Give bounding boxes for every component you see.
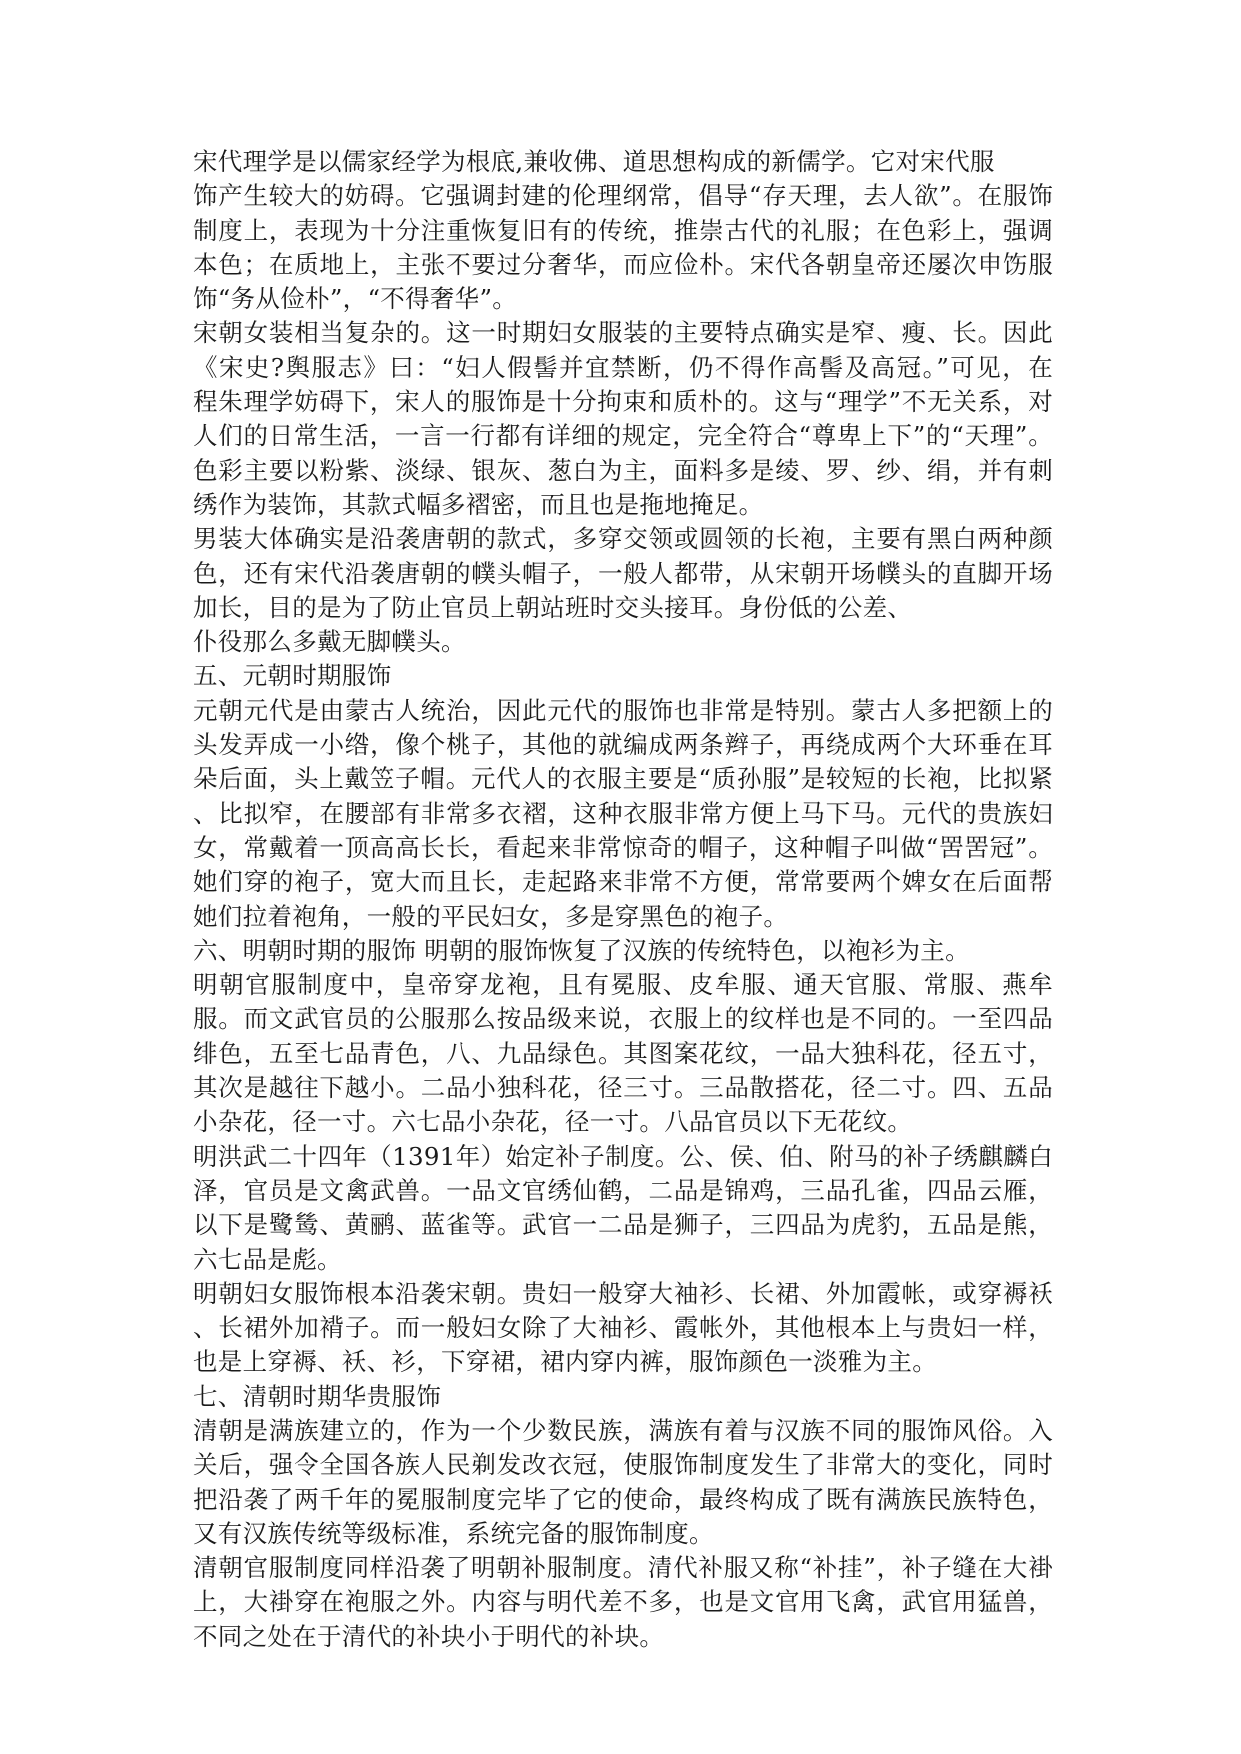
text-line: 程朱理学妨碍下，宋人的服饰是十分拘束和质朴的。这与“理学”不无关系，对 bbox=[193, 387, 1053, 417]
text-line: 清朝是满族建立的，作为一个少数民族，满族有着与汉族不同的服饰风俗。入 bbox=[193, 1415, 1053, 1445]
text-line: 其次是越往下越小。二品小独科花，径三寸。三品散搭花，径二寸。四、五品 bbox=[193, 1073, 1053, 1103]
text-line: 清朝官服制度同样沿袭了明朝补服制度。清代补服又称“补挂”，补子缝在大褂 bbox=[193, 1553, 1053, 1583]
text-line: 元朝元代是由蒙古人统治，因此元代的服饰也非常是特别。蒙古人多把额上的 bbox=[193, 695, 1053, 725]
text-line: 五、元朝时期服饰 bbox=[193, 661, 392, 691]
text-line: 人们的日常生活，一言一行都有详细的规定，完全符合“尊卑上下”的“天理”。 bbox=[193, 421, 1053, 451]
text-line: 本色；在质地上，主张不要过分奢华，而应俭朴。宋代各朝皇帝还屡次申饬服 bbox=[193, 249, 1053, 279]
text-line: 饰产生较大的妨碍。它强调封建的伦理纲常，倡导“存天理，去人欲”。在服饰 bbox=[193, 181, 1053, 211]
text-line: 又有汉族传统等级标准，系统完备的服饰制度。 bbox=[193, 1518, 714, 1548]
text-line: 明朝官服制度中，皇帝穿龙袍，且有冕服、皮牟服、通天官服、常服、燕牟 bbox=[193, 970, 1053, 1000]
text-line: 明朝妇女服饰根本沿袭宋朝。贵妇一般穿大袖衫、长裙、外加霞帐，或穿褥袄 bbox=[193, 1278, 1053, 1308]
text-line: 头发弄成一小绺，像个桃子，其他的就编成两条辫子，再绕成两个大环垂在耳 bbox=[193, 730, 1053, 760]
document-body-text bbox=[193, 145, 1053, 1654]
text-line: 也是上穿褥、袄、衫，下穿裙，裙内穿内裤，服饰颜色一淡雅为主。 bbox=[193, 1347, 937, 1377]
text-line: 色彩主要以粉紫、淡绿、银灰、葱白为主，面料多是绫、罗、纱、绢，并有刺 bbox=[193, 455, 1053, 485]
text-line: 《宋史?舆服志》曰：“妇人假髻并宜禁断，仍不得作高髻及高冠。”可见，在 bbox=[193, 352, 1053, 382]
text-line: 七、清朝时期华贵服饰 bbox=[193, 1381, 441, 1411]
text-line: 朵后面，头上戴笠子帽。元代人的衣服主要是“质孙服”是较短的长袍，比拟紧 bbox=[193, 764, 1053, 794]
text-line: 色，还有宋代沿袭唐朝的幞头帽子，一般人都带，从宋朝开场幞头的直脚开场 bbox=[193, 558, 1053, 588]
text-line: 把沿袭了两千年的冕服制度完毕了它的使命，最终构成了既有满族民族特色， bbox=[193, 1484, 1053, 1514]
text-line: 泽，官员是文禽武兽。一品文官绣仙鹤，二品是锦鸡，三品孔雀，四品云雁， bbox=[193, 1175, 1053, 1205]
text-line: 女，常戴着一顶高高长长，看起来非常惊奇的帽子，这种帽子叫做“罟罟冠”。 bbox=[193, 832, 1053, 862]
text-line: 小杂花，径一寸。六七品小杂花，径一寸。八品官员以下无花纹。 bbox=[193, 1107, 913, 1137]
text-line: 制度上，表现为十分注重恢复旧有的传统，推崇古代的礼服；在色彩上，强调 bbox=[193, 215, 1053, 245]
text-line: 上，大褂穿在袍服之外。内容与明代差不多，也是文官用飞禽，武官用猛兽， bbox=[193, 1587, 1053, 1617]
text-line: 明洪武二十四年（1391年）始定补子制度。公、侯、伯、附马的补子绣麒麟白 bbox=[193, 1141, 1053, 1171]
text-line: 以下是鹭鸶、黄鹂、蓝雀等。武官一二品是狮子，三四品为虎豹，五品是熊， bbox=[193, 1210, 1053, 1240]
text-line: 、长裙外加褙子。而一般妇女除了大袖衫、霞帐外，其他根本上与贵妇一样， bbox=[193, 1313, 1053, 1343]
text-line: 她们穿的袍子，宽大而且长，走起路来非常不方便，常常要两个婢女在后面帮 bbox=[193, 867, 1053, 897]
text-line: 宋代理学是以儒家经学为根底,兼收佛、道思想构成的新儒学。它对宋代服 bbox=[193, 147, 995, 176]
text-line: 加长，目的是为了防止官员上朝站班时交头接耳。身份低的公差、 bbox=[193, 592, 913, 622]
text-line: 关后，强令全国各族人民剃发改衣冠，使服饰制度发生了非常大的变化，同时 bbox=[193, 1450, 1053, 1480]
text-line: 、比拟窄，在腰部有非常多衣褶，这种衣服非常方便上马下马。元代的贵族妇 bbox=[193, 798, 1053, 828]
text-line: 宋朝女装相当复杂的。这一时期妇女服装的主要特点确实是窄、瘦、长。因此 bbox=[193, 318, 1053, 348]
text-line: 六七品是彪。 bbox=[193, 1244, 342, 1274]
text-line: 她们拉着袍角，一般的平民妇女，多是穿黑色的袍子。 bbox=[193, 901, 789, 931]
text-line: 不同之处在于清代的补块小于明代的补块。 bbox=[193, 1621, 665, 1651]
text-line: 绣作为装饰，其款式幅多褶密，而且也是拖地掩足。 bbox=[193, 489, 764, 519]
text-line: 绯色，五至七品青色，八、九品绿色。其图案花纹，一品大独科花，径五寸， bbox=[193, 1038, 1053, 1068]
text-line: 男装大体确实是沿袭唐朝的款式，多穿交领或圆领的长袍，主要有黑白两种颜 bbox=[193, 524, 1053, 554]
text-line: 饰“务从俭朴”，“不得奢华”。 bbox=[193, 284, 518, 314]
text-line: 仆役那么多戴无脚幞头。 bbox=[193, 627, 466, 657]
text-line: 服。而文武官员的公服那么按品级来说，衣服上的纹样也是不同的。一至四品 bbox=[193, 1004, 1053, 1034]
text-line: 六、明朝时期的服饰 明朝的服饰恢复了汉族的传统特色，以袍衫为主。 bbox=[193, 935, 970, 965]
